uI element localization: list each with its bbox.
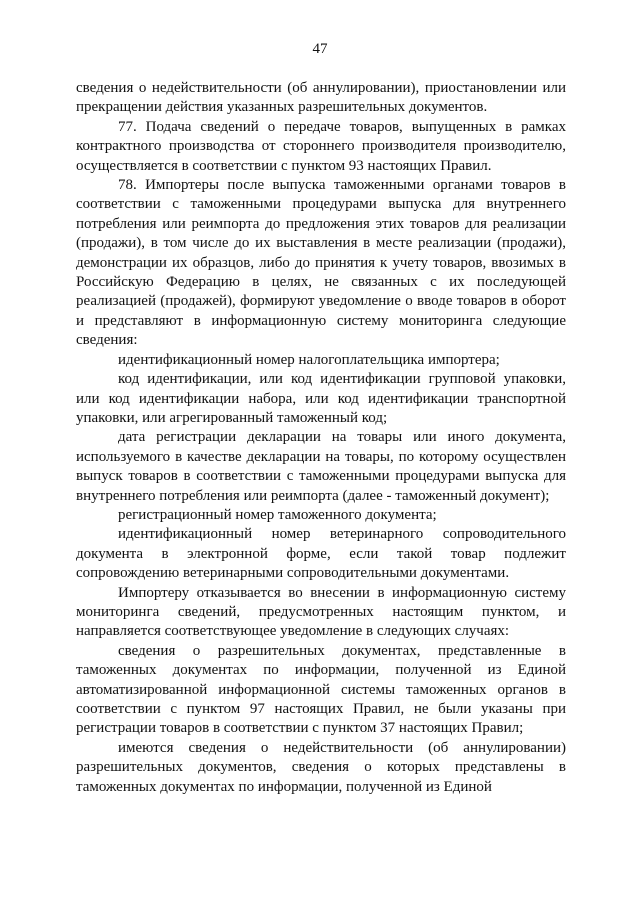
list-item-identification-code: код идентификации, или код идентификации групповой упаковки, или код идентификации набора, или код идентификации транспортной упаковки, или агрегированный таможенный код; xyxy=(76,371,566,426)
paragraph-78: 78. Импортеры после выпуска таможенными органами товаров в соответствии с таможенными процедурами выпуска для внутреннего потребления или реимпорта до предложения этих товаров для реализации (продажи), в том числе до их выставления в месте реализации (продажи), демонстрации их образцов, либо до принятия к учету товаров, ввозимых в Российскую Федерацию в целях, не связанных с их последующей реализацией (продажей), формируют уведомление о вводе товаров в оборот и представляют в информационную систему мониторинга следующие сведения: xyxy=(76,177,566,349)
list-item-veterinary-document: идентификационный номер ветеринарного сопроводительного документа в электронной форме, если такой товар подлежит сопровождению ветеринарными сопроводительными документами. xyxy=(76,526,566,582)
list-item-declaration-date: дата регистрации декларации на товары или иного документа, используемого в качестве декларации на товары, по которому осуществлен выпуск товаров в соответствии с таможенными процедурами выпуска для внутреннего потребления или реимпорта (далее - таможенный документ); xyxy=(76,429,566,504)
paragraph-refusal: Импортеру отказывается во внесении в информационную систему мониторинга сведений, предусмотренных настоящим пунктом, и направляется соответствующее уведомление в следующих случаях: xyxy=(76,584,566,640)
list-item-refusal-invalid-permits: имеются сведения о недействительности (об аннулировании) разрешительных документов, сведения о которых представлены в таможенных документах по информации, полученной из Единой xyxy=(76,739,566,795)
list-item-refusal-permits-not-specified: сведения о разрешительных документах, представленные в таможенных документах по информации, полученной из Единой автоматизированной информационной системы таможенных органов в соответствии с пунктом 97 настоящих Правил, не были указаны при регистрации товаров в соответствии с пунктом 37 настоящих Правил; xyxy=(76,642,566,737)
document-body xyxy=(76,79,566,797)
list-item-registration-number: регистрационный номер таможенного документа; xyxy=(118,506,437,523)
page-number: 47 xyxy=(312,41,328,57)
paragraph-continuation: сведения о недействительности (об аннулировании), приостановлении или прекращении действия указанных разрешительных документов. xyxy=(76,80,566,116)
paragraph-77: 77. Подача сведений о передаче товаров, выпущенных в рамках контрактного производства от стороннего производителя производителю, осуществляется в соответствии с пунктом 93 настоящих Правил. xyxy=(76,118,566,174)
list-item-inn: идентификационный номер налогоплательщика импортера; xyxy=(118,351,500,368)
